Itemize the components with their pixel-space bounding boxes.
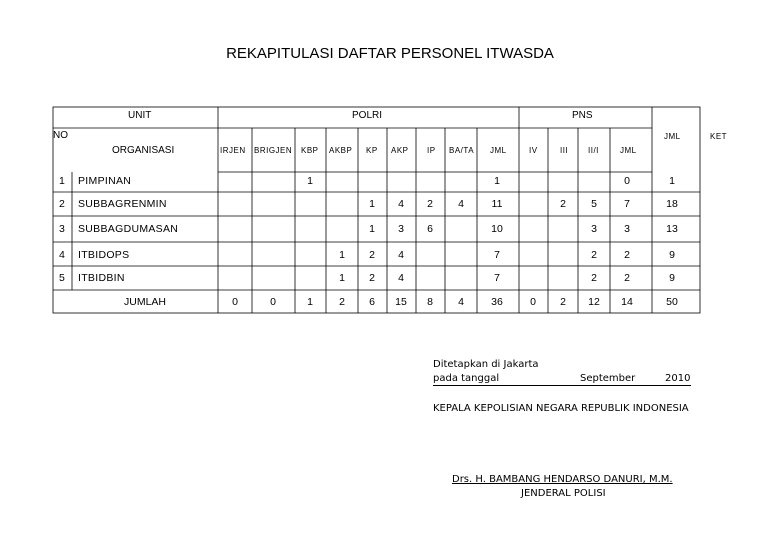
col-header-iii-ii: II/I [588,146,599,155]
row-organisasi: SUBBAGRENMIN [78,198,167,210]
table-cell: 9 [669,272,675,284]
table-cell: 3 [591,223,597,235]
table-cell: 1 [369,198,375,210]
row-organisasi: SUBBAGDUMASAN [78,223,179,235]
table-cell: 10 [491,223,503,235]
row-organisasi: ITBIDBIN [78,272,125,284]
table-cell: 0 [624,175,630,187]
row-organisasi: PIMPINAN [78,175,132,187]
total-cell: 6 [369,296,375,308]
header-ket: KET [710,132,728,141]
total-cell: 0 [232,296,238,308]
row-number: 3 [59,223,65,235]
sign-date-label: pada tanggal [433,373,500,384]
col-header-bata: BA/TA [449,146,475,155]
table-cell: 1 [669,175,675,187]
col-header-brigjen: BRIGJEN [254,146,293,155]
header-pns: PNS [572,110,593,121]
col-header-kbp: KBP [301,146,319,155]
total-cell: 12 [588,296,600,308]
total-cell: 2 [339,296,345,308]
table-cell: 11 [491,198,503,210]
row-number: 1 [59,175,65,187]
table-cell: 4 [398,198,404,210]
row-number: 2 [59,198,65,210]
page-title: REKAPITULASI DAFTAR PERSONEL ITWASDA [226,45,554,62]
sign-office: KEPALA KEPOLISIAN NEGARA REPUBLIK INDONESIA [433,403,689,414]
sign-date-line [433,374,691,386]
table-cell: 2 [624,272,630,284]
table-cell: 2 [591,272,597,284]
sign-date-year: 2010 [665,373,691,384]
table-cell: 1 [494,175,500,187]
sign-place: Ditetapkan di Jakarta [433,359,539,370]
table-cell: 3 [624,223,630,235]
sign-rank: JENDERAL POLISI [521,488,606,499]
table-cell: 18 [666,198,678,210]
sign-name: Drs. H. BAMBANG HENDARSO DANURI, M.M. [452,474,673,485]
table-cell: 4 [398,272,404,284]
table-cell: 7 [494,249,500,261]
total-cell: 1 [307,296,313,308]
table-cell: 7 [624,198,630,210]
col-header-irjen: IRJEN [220,146,246,155]
table-cell: 6 [427,223,433,235]
col-header-kp: KP [366,146,378,155]
table-cell: 4 [398,249,404,261]
total-cell: 4 [458,296,464,308]
total-cell: 0 [270,296,276,308]
total-cell: 14 [621,296,633,308]
total-cell: 0 [530,296,536,308]
col-header-ip: IP [427,146,436,155]
header-unit: UNIT [128,110,152,121]
table-cell: 2 [427,198,433,210]
total-cell: 2 [560,296,566,308]
table-cell: 4 [458,198,464,210]
table-cell: 1 [339,249,345,261]
table-cell: 2 [369,249,375,261]
total-cell: 15 [395,296,407,308]
row-number: 4 [59,249,65,261]
header-jml-total: JML [664,132,681,141]
sign-date-month: September [580,373,636,384]
col-header-iv: IV [529,146,538,155]
header-organisasi: ORGANISASI [112,145,175,156]
total-cell: 36 [491,296,503,308]
total-cell: 50 [666,296,678,308]
table-cell: 1 [339,272,345,284]
table-cell: 2 [369,272,375,284]
table-cell: 1 [307,175,313,187]
table-cell: 1 [369,223,375,235]
table-cell: 2 [560,198,566,210]
col-header-jml-pns: JML [620,146,637,155]
row-number: 5 [59,272,65,284]
col-header-jml-polri: JML [490,146,507,155]
total-label: JUMLAH [124,296,167,308]
table-cell: 13 [666,223,678,235]
col-header-iii: III [560,146,569,155]
table-cell: 2 [624,249,630,261]
header-polri: POLRI [352,110,383,121]
col-header-akbp: AKBP [329,146,353,155]
table-cell: 2 [591,249,597,261]
header-no: NO [53,130,68,141]
table-cell: 7 [494,272,500,284]
total-cell: 8 [427,296,433,308]
table-cell: 9 [669,249,675,261]
col-header-akp: AKP [391,146,409,155]
table-cell: 3 [398,223,404,235]
table-cell: 5 [591,198,597,210]
row-organisasi: ITBIDOPS [78,249,130,261]
